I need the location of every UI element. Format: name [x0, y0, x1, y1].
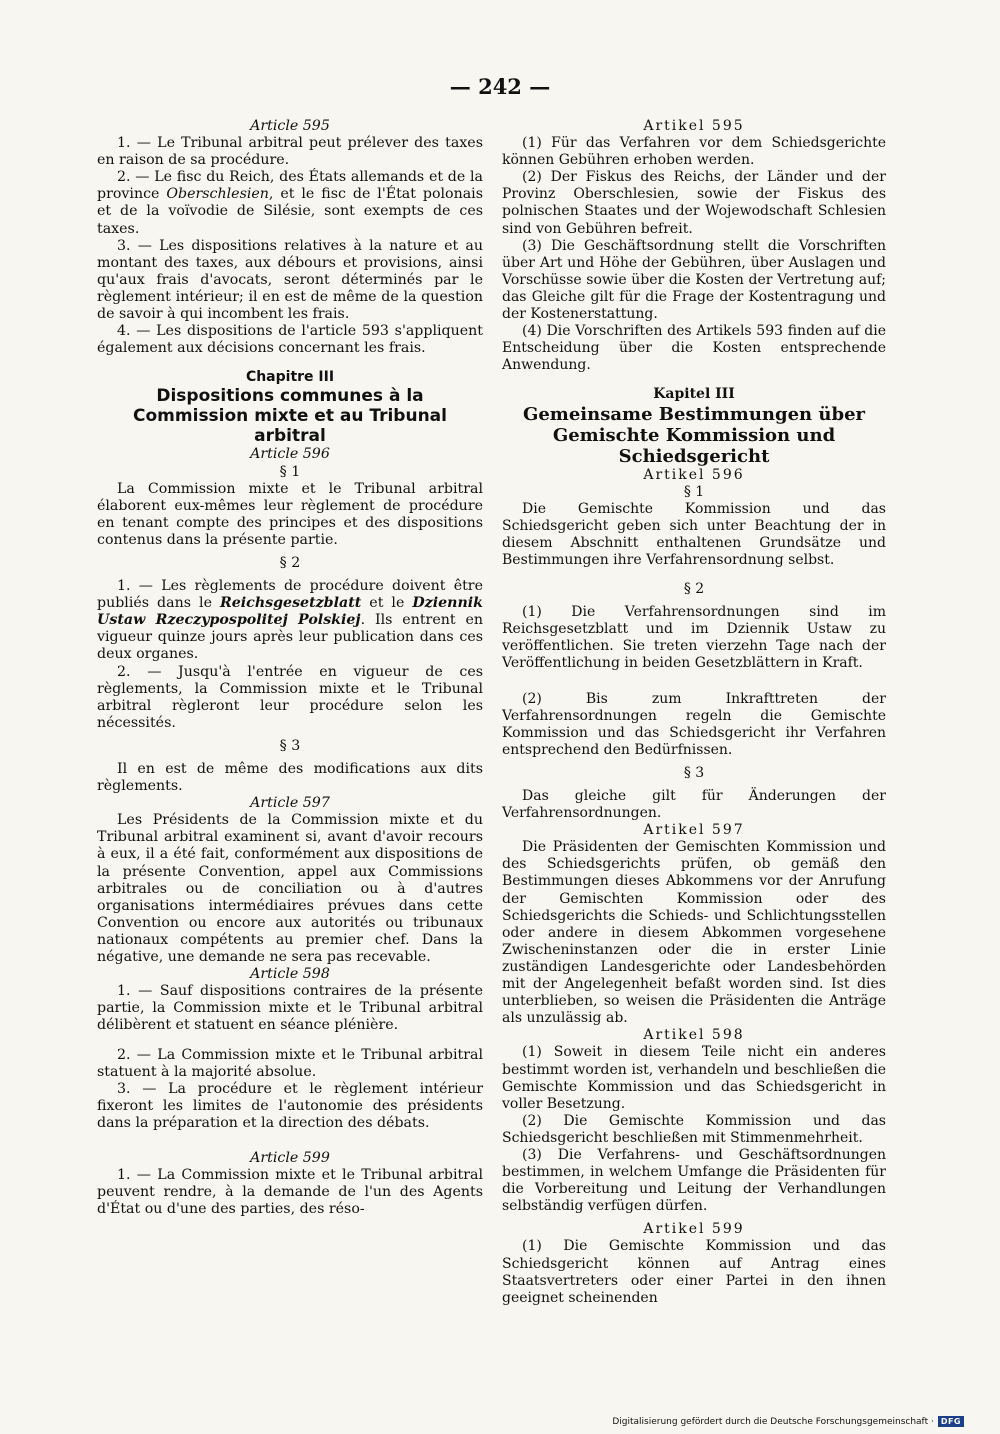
paragraph: 1. — Les règlements de procédure doivent être publiés dans le Reichsgesetzblatt et le Dziennik Ustaw Rzeczypospolitej Polskiej. Ils entrent en vigueur quinze jours après leur publication dans ces deux organes. — [97, 578, 484, 663]
paragraph: Das gleiche gilt für Änderungen der Verfahrensordnungen. — [502, 788, 886, 822]
page-number: — 242 — — [449, 74, 551, 99]
article-title: Artikel 596 — [643, 466, 745, 483]
chapter-title: Dispositions communes à la — [156, 386, 424, 407]
paragraph: (1) Für das Verfahren vor dem Schiedsgerichte können Gebühren erhoben werden. — [502, 135, 886, 169]
section-mark: § 3 — [279, 737, 301, 754]
paragraph: Les Présidents de la Commission mixte et du Tribunal arbitral examinent si, avant d'avoir recours à eux, il a été fait, conformément aux dispositions de la présente Convention, appel aux Commissions arbitrales ou de conciliation ou à d'autres organisations intermédiaires prévues dans cette Convention ou encore aux autorités ou tribunaux nationaux compétents au premier chef. Dans la négative, une demande ne sera pas recevable. — [97, 812, 483, 966]
paragraph: (1) Die Verfahrensordnungen sind im Reichsgesetzblatt und im Dziennik Ustaw zu veröffentlichen. Sie treten vierzehn Tage nach der Veröffentlichung in beiden Gesetzblättern in Kraft. — [502, 604, 886, 672]
paragraph: Il en est de même des modifications aux dits règlements. — [97, 761, 483, 795]
paragraph: (2) Der Fiskus des Reichs, der Länder und der Provinz Oberschlesien, sowie der Fiskus des polnischen Staates und der Wojewodschaft Schlesien sind von Gebühren befreit. — [502, 169, 886, 237]
article-title: Artikel 599 — [643, 1221, 745, 1238]
article-title: Artikel 597 — [643, 822, 745, 839]
section-mark: § 1 — [279, 463, 301, 480]
paragraph: 3. — Les dispositions relatives à la nature et au montant des taxes, aux débours et provisions, ainsi qu'aux frais d'avocats, seront déterminés par le règlement intérieur; il en est de même de la question de savoir à qui incombent les frais. — [97, 237, 483, 323]
paragraph: (2) Die Gemischte Kommission und das Schiedsgericht beschließen mit Stimmenmehrheit. — [502, 1112, 886, 1146]
article-title: Article 599 — [250, 1149, 330, 1166]
chapter-label: Kapitel III — [653, 386, 735, 403]
article-title: Article 595 — [250, 118, 330, 134]
section-mark: § 2 — [279, 554, 301, 571]
chapter-title: Commission mixte et au Tribunal arbitral — [133, 406, 447, 447]
paragraph: 1. — La Commission mixte et le Tribunal arbitral peuvent rendre, à la demande de l'un des Agents d'État ou d'une des parties, des réso- — [97, 1167, 483, 1218]
paragraph: (4) Die Vorschriften des Artikels 593 finden auf die Entscheidung über die Kosten entsprechende Anwendung. — [502, 323, 886, 374]
section-mark: § 3 — [683, 764, 705, 781]
chapter-title: Gemischte Kommission und Schiedsgericht — [552, 424, 836, 467]
article-title: Article 597 — [250, 795, 330, 812]
german-column — [502, 118, 886, 1307]
paragraph: (1) Soweit in diesem Teile nicht ein anderes bestimmt worden ist, verhandeln und beschließen die Gemischte Kommission und das Schiedsgericht in voller Besetzung. — [502, 1044, 886, 1112]
french-column — [97, 118, 483, 1218]
chapter-label: Chapitre III — [245, 369, 335, 386]
paragraph: La Commission mixte et le Tribunal arbitral élaborent eux-mêmes leur règlement de procédure en tenant compte des principes et des dispositions contenus dans la présente partie. — [97, 480, 483, 548]
paragraph: 2. — Jusqu'à l'entrée en vigueur de ces règlements, la Commission mixte et le Tribunal arbitral règleront leur procédure selon les nécessités. — [97, 663, 483, 731]
article-title: Article 596 — [250, 446, 330, 463]
paragraph: (3) Die Verfahrens- und Geschäftsordnungen bestimmen, in welchem Umfange die Präsidenten für die Vorbereitung und Leitung der Verhandlungen selbständig verfügen dürfen. — [502, 1146, 886, 1215]
article-title: Article 598 — [250, 966, 330, 983]
paragraph: 1. — Sauf dispositions contraires de la présente partie, la Commission mixte et le Tribunal arbitral délibèrent et statuent en séance plénière. — [97, 983, 483, 1034]
paragraph: 2. — Le fisc du Reich, des États allemands et de la province Oberschlesien, et le fisc de l'État polonais et de la voïvodie de Silésie, sont exempts de ces taxes. — [97, 169, 483, 237]
paragraph: Die Präsidenten der Gemischten Kommission und des Schiedsgerichts prüfen, ob gemäß den Bestimmungen dieses Abkommens vor der Anrufung der Gemischten Kommission oder des Schiedsgerichts die Schieds- und Schlichtungsstellen oder andere in diesem Abkommen vorgesehene Zwischeninstanzen oder die in erster Linie zuständigen Landesgerichte oder Landesbehörden mit der Angelegenheit befaßt worden sind. Ist dies unterblieben, so weisen die Präsidenten die Anträge als unzulässig ab. — [502, 839, 886, 1027]
paragraph: 2. — La Commission mixte et le Tribunal arbitral statuent à la majorité absolue. — [97, 1046, 483, 1080]
paragraph: (1) Die Gemischte Kommission und das Schiedsgericht können auf Antrag eines Staatsvertreters oder einer Partei in den ihnen geeignet scheinenden — [502, 1238, 886, 1306]
section-mark: § 1 — [683, 483, 705, 500]
footer-credit — [612, 1416, 964, 1427]
dfg-logo: DFG — [938, 1416, 964, 1427]
section-mark: § 2 — [683, 581, 705, 598]
paragraph: 4. — Les dispositions de l'article 593 s'appliquent également aux décisions concernant les frais. — [97, 323, 483, 357]
paragraph: 3. — La procédure et le règlement intérieur fixeront les limites de l'autonomie des présidents dans la préparation et la direction des débats. — [97, 1080, 483, 1131]
article-title: Artikel 598 — [643, 1027, 745, 1044]
paragraph: Die Gemischte Kommission und das Schiedsgericht geben sich unter Beachtung der in diesem Abschnitt enthaltenen Grundsätze und Bestimmungen ihre Verfahrensordnung selbst. — [502, 500, 886, 568]
paragraph: (2) Bis zum Inkrafttreten der Verfahrensordnungen regeln die Gemischte Kommission und das Schiedsgericht ihr Verfahren entsprechend den Bedürfnissen. — [502, 690, 886, 758]
paragraph: 1. — Le Tribunal arbitral peut prélever des taxes en raison de sa procédure. — [97, 135, 483, 169]
footer-text: Digitalisierung gefördert durch die Deutsche Forschungsgemeinschaft · — [612, 1416, 934, 1427]
article-title: Artikel 595 — [643, 118, 745, 134]
paragraph: (3) Die Geschäftsordnung stellt die Vorschriften über Art und Höhe der Gebühren, über Auslagen und Vorschüsse sowie über die Kosten der Vertretung auf; das Gleiche gilt für die Frage der Kostentragung und der Kostenerstattung. — [502, 237, 886, 323]
chapter-title: Gemeinsame Bestimmungen über — [522, 403, 866, 425]
